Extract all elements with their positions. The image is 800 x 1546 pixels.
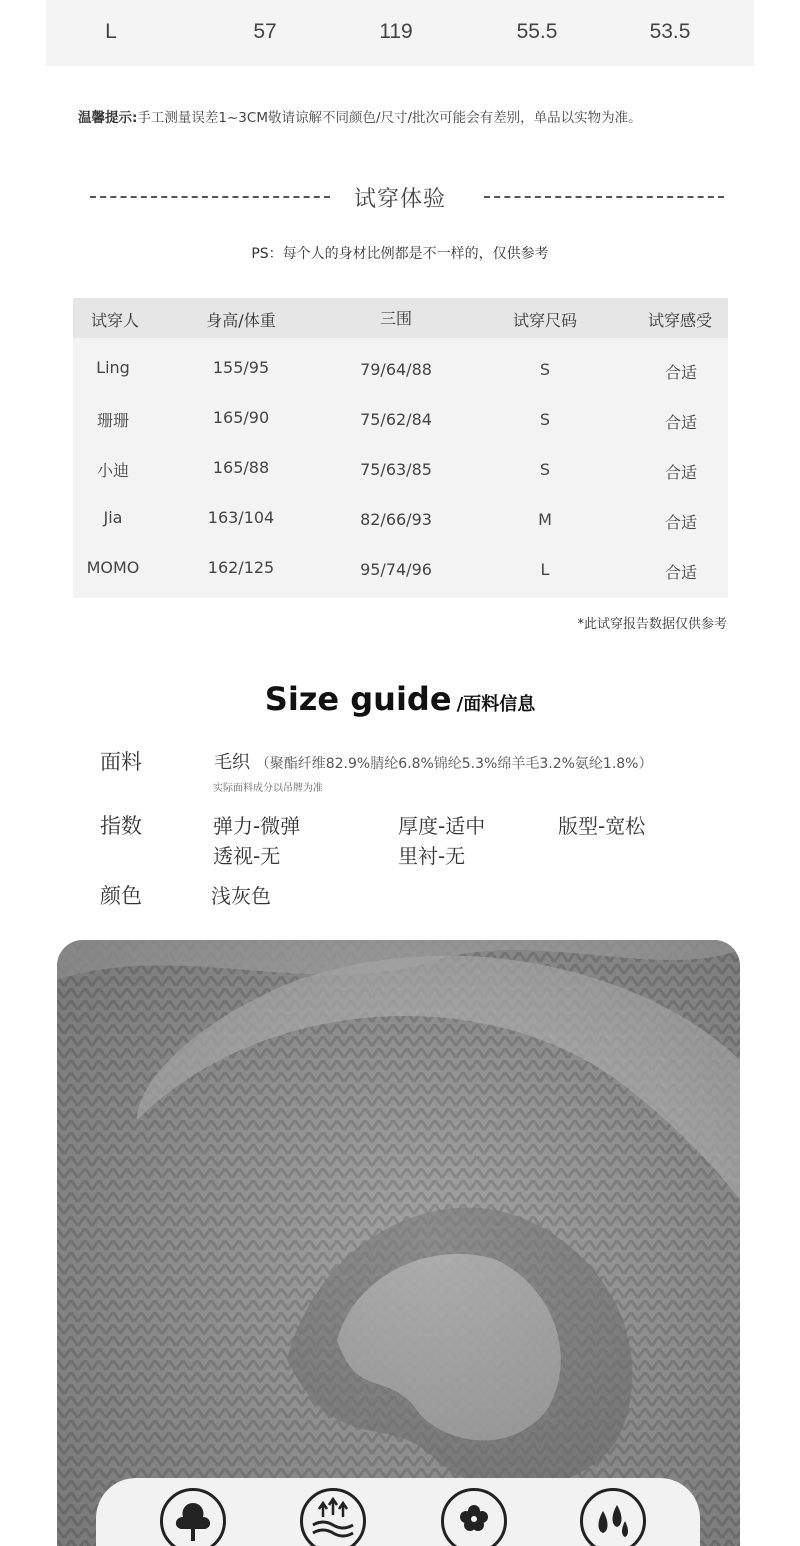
index-label: 指数 xyxy=(100,814,142,838)
trial-table-cell: 合适 xyxy=(664,363,698,382)
trial-table xyxy=(73,298,728,598)
trial-table-cell: 165/90 xyxy=(212,408,270,427)
tip-label: 温馨提示: xyxy=(78,110,138,126)
size-cell: L xyxy=(105,20,117,43)
size-cell: 119 xyxy=(379,20,413,43)
trial-table-cell: 合适 xyxy=(664,513,698,532)
thickness-value: 厚度-适中 xyxy=(398,814,486,838)
trial-table-cell: L xyxy=(540,560,550,579)
measurement-tip xyxy=(78,106,642,126)
size-guide-heading: Size guide xyxy=(264,680,452,718)
divider-right xyxy=(484,196,724,198)
tip-text: 手工测量误差1~3CM敬请谅解不同颜色/尺寸/批次可能会有差别，单品以实物为准。 xyxy=(137,110,642,126)
size-cell: 57 xyxy=(253,20,277,43)
trial-disclaimer: *此试穿报告数据仅供参考 xyxy=(577,617,727,632)
trial-table-cell: 155/95 xyxy=(212,358,270,377)
sweater-fabric-photo xyxy=(57,940,740,1546)
size-table-row xyxy=(46,0,754,66)
header-cell: 试穿感受 xyxy=(647,311,713,330)
trial-table-cell: 162/125 xyxy=(207,558,275,577)
fit-value: 版型-宽松 xyxy=(558,814,646,838)
size-cell: 55.5 xyxy=(516,20,558,43)
color-label: 颜色 xyxy=(100,884,142,908)
size-cell: 53.5 xyxy=(649,20,691,43)
trial-table-cell: Ling xyxy=(96,358,130,377)
elasticity-value: 弹力-微弹 xyxy=(213,814,301,838)
trial-title-text: 试穿体验 xyxy=(353,187,446,212)
trial-table-cell: 合适 xyxy=(664,413,698,432)
trial-table-cell: 75/63/85 xyxy=(360,460,432,479)
trial-ps-note: PS：每个人的身材比例都是不一样的，仅供参考 xyxy=(251,246,549,262)
trial-table-cell: S xyxy=(539,410,551,429)
fabric-note: 实际面料成分以吊牌为准 xyxy=(213,783,323,794)
trial-table-cell: 合适 xyxy=(664,463,698,482)
fabric-composition: （聚酯纤维82.9%腈纶6.8%锦纶5.3%绵羊毛3.2%氨纶1.8%） xyxy=(255,756,653,772)
fabric-label: 面料 xyxy=(100,750,142,774)
fabric-main: 毛织 xyxy=(214,752,250,773)
trial-table-cell: 79/64/88 xyxy=(360,360,432,379)
header-cell: 三围 xyxy=(379,309,413,328)
flower-icon xyxy=(441,1488,507,1546)
trial-table-cell: Jia xyxy=(103,508,123,527)
trial-table-cell: 165/88 xyxy=(212,458,270,477)
header-cell: 试穿人 xyxy=(90,311,140,330)
header-cell: 身高/体重 xyxy=(206,311,276,330)
trial-table-cell: S xyxy=(539,360,551,379)
water-drops-icon xyxy=(580,1488,646,1546)
color-value: 浅灰色 xyxy=(211,884,271,908)
trial-table-cell: 95/74/96 xyxy=(360,560,432,579)
fabric-value xyxy=(214,748,652,774)
size-guide-subheading: /面料信息 xyxy=(456,694,536,715)
header-cell: 试穿尺码 xyxy=(512,311,578,330)
trial-table-cell: 小迪 xyxy=(96,461,130,480)
trial-table-cell: 珊珊 xyxy=(96,411,130,430)
trial-table-cell: 合适 xyxy=(664,563,698,582)
transparency-value: 透视-无 xyxy=(213,844,281,868)
trial-section-title xyxy=(0,180,800,216)
trial-table-cell: 163/104 xyxy=(207,508,275,527)
trial-table-cell: MOMO xyxy=(86,558,140,577)
trial-table-cell: 75/62/84 xyxy=(360,410,432,429)
knit-texture-graphic xyxy=(57,940,740,1546)
trial-table-cell: 82/66/93 xyxy=(360,510,432,529)
trial-table-header xyxy=(73,298,728,338)
size-guide-title xyxy=(0,680,800,718)
trial-table-cell: M xyxy=(538,510,552,529)
tree-icon xyxy=(160,1488,226,1546)
trial-table-cell: S xyxy=(539,460,551,479)
layers-waves-icon xyxy=(300,1488,366,1546)
lining-value: 里衬-无 xyxy=(398,844,466,868)
